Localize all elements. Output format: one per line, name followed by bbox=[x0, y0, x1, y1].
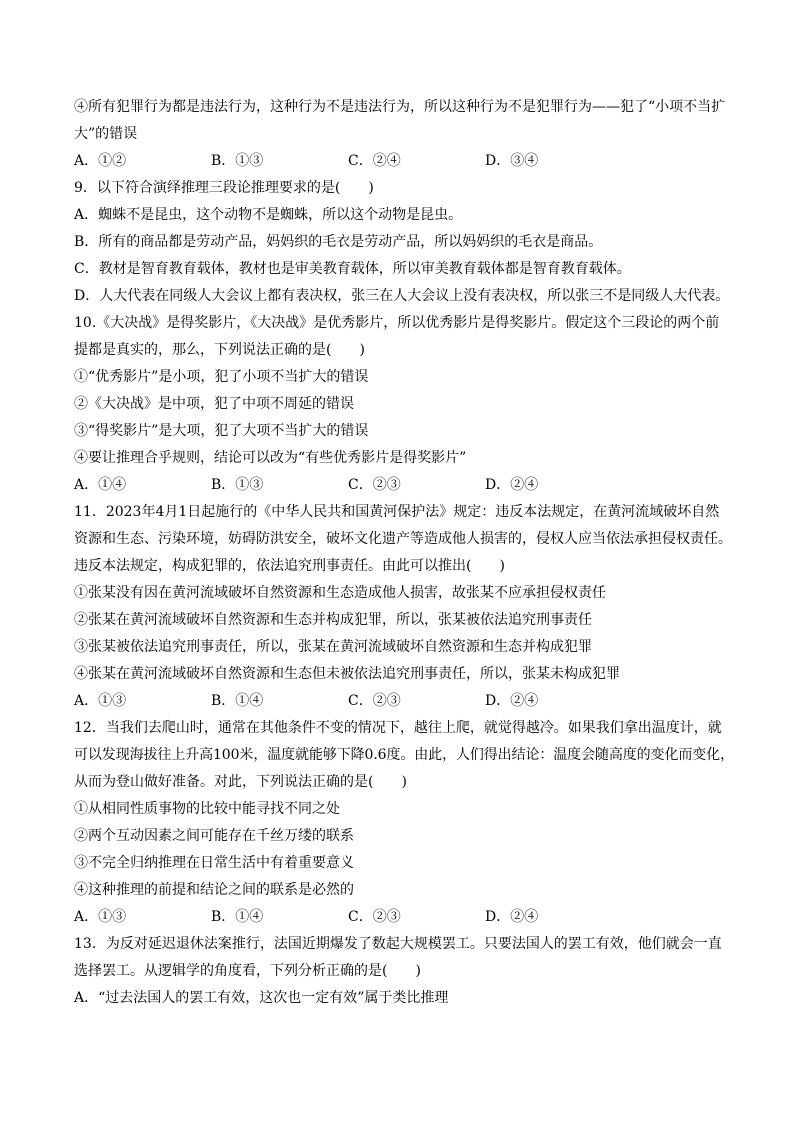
q9-choice-a: A．蜘蛛不是昆虫，这个动物不是蜘蛛，所以这个动物是昆虫。 bbox=[74, 207, 463, 223]
q12-option-b: B．①④ bbox=[211, 909, 264, 925]
q10-options bbox=[74, 472, 734, 499]
q11-stem-line-3: 违反本法规定，构成犯罪的，依法追究刑事责任。由此可以推出( ) bbox=[74, 558, 505, 574]
q10-stem-line-1: 10.《大决战》是得奖影片，《大决战》是优秀影片，所以优秀影片是得奖影片。假定这个三段论的两个前 bbox=[74, 315, 720, 331]
q13-stem-line-2: 选择罢工。从逻辑学的角度看，下列分析正确的是( ) bbox=[74, 963, 421, 979]
q8-item-4-line-2: 大”的错误 bbox=[74, 126, 138, 142]
q12-item-2: ②两个互动因素之间可能存在千丝万缕的联系 bbox=[74, 828, 354, 844]
exam-page bbox=[74, 94, 734, 1012]
q10-item-3: ③“得奖影片”是大项，犯了大项不当扩大的错误 bbox=[74, 423, 369, 439]
q10-option-d: D．②④ bbox=[485, 477, 539, 493]
q8-option-d: D．③④ bbox=[485, 153, 539, 169]
q11-item-4: ④张某在黄河流域破坏自然资源和生态但未被依法追究刑事责任，所以，张某未构成犯罪 bbox=[74, 666, 620, 682]
q12-item-3: ③不完全归纳推理在日常生活中有着重要意义 bbox=[74, 855, 354, 871]
q10-option-a: A．①④ bbox=[74, 477, 127, 493]
q13-stem-line-1: 13．为反对延迟退休法案推行，法国近期爆发了数起大规模罢工。只要法国人的罢工有效，他们就会一直 bbox=[74, 936, 722, 952]
q12-option-d: D．②④ bbox=[485, 909, 539, 925]
q8-option-c: C．②④ bbox=[348, 153, 401, 169]
q9-choice-d: D．人大代表在同级人大会议上都有表决权，张三在人大会议上没有表决权，所以张三不是同级人大代表。 bbox=[74, 288, 730, 304]
q11-item-2: ②张某在黄河流域破坏自然资源和生态并构成犯罪，所以，张某被依法追究刑事责任 bbox=[74, 612, 592, 628]
q11-stem-line-1: 11．2023年4月1日起施行的《中华人民共和国黄河保护法》规定：违反本法规定，在黄河流域破坏自然 bbox=[74, 504, 720, 520]
q11-item-3: ③张某被依法追究刑事责任，所以，张某在黄河流域破坏自然资源和生态并构成犯罪 bbox=[74, 639, 592, 655]
q12-item-1: ①从相同性质事物的比较中能寻找不同之处 bbox=[74, 801, 340, 817]
q12-options bbox=[74, 904, 734, 931]
q12-stem-line-3: 从而为登山做好准备。对此，下列说法正确的是( ) bbox=[74, 774, 407, 790]
q12-item-4: ④这种推理的前提和结论之间的联系是必然的 bbox=[74, 882, 354, 898]
q12-option-a: A．①③ bbox=[74, 909, 127, 925]
q11-options bbox=[74, 688, 734, 715]
q11-option-b: B．①④ bbox=[211, 693, 264, 709]
q8-option-b: B．①③ bbox=[211, 153, 264, 169]
q9-choice-c: C．教材是智育教育载体，教材也是审美教育载体，所以审美教育载体都是智育教育载体。 bbox=[74, 261, 631, 277]
q11-stem-line-2: 资源和生态、污染环境，妨碍防洪安全，破坏文化遗产等造成他人损害的，侵权人应当依法承担侵权责任。 bbox=[74, 531, 732, 547]
q9-stem: 9．以下符合演绎推理三段论推理要求的是( ) bbox=[74, 180, 374, 196]
q10-option-b: B．①③ bbox=[211, 477, 264, 493]
q9-choice-b: B．所有的商品都是劳动产品，妈妈织的毛衣是劳动产品，所以妈妈织的毛衣是商品。 bbox=[74, 234, 603, 250]
q8-option-a: A．①② bbox=[74, 153, 127, 169]
q10-item-1: ①“优秀影片”是小项，犯了小项不当扩大的错误 bbox=[74, 369, 369, 385]
q10-item-4: ④要让推理合乎规则，结论可以改为“有些优秀影片是得奖影片” bbox=[74, 450, 467, 466]
q10-stem-line-2: 提都是真实的，那么，下列说法正确的是( ) bbox=[74, 342, 365, 358]
q11-item-1: ①张某没有因在黄河流域破坏自然资源和生态造成他人损害，故张某不应承担侵权责任 bbox=[74, 585, 606, 601]
q12-stem-line-2: 可以发现海拔往上升高100米，温度就能够下降0.6度。由此，人们得出结论：温度会随高度的变化而变化， bbox=[74, 747, 734, 763]
q12-stem-line-1: 12．当我们去爬山时，通常在其他条件不变的情况下，越往上爬，就觉得越冷。如果我们拿出温度计，就 bbox=[74, 720, 722, 736]
q12-option-c: C．②③ bbox=[348, 909, 401, 925]
q8-item-4-line-1: ④所有犯罪行为都是违法行为，这种行为不是违法行为，所以这种行为不是犯罪行为——犯了“小项不当扩 bbox=[74, 99, 726, 115]
q10-option-c: C．②③ bbox=[348, 477, 401, 493]
q11-option-c: C．②③ bbox=[348, 693, 401, 709]
q10-item-2: ②《大决战》是中项，犯了中项不周延的错误 bbox=[74, 396, 354, 412]
q8-options bbox=[74, 148, 734, 175]
q11-option-d: D．②④ bbox=[485, 693, 539, 709]
q11-option-a: A．①③ bbox=[74, 693, 127, 709]
q13-choice-a: A．“过去法国人的罢工有效，这次也一定有效”属于类比推理 bbox=[74, 990, 449, 1006]
